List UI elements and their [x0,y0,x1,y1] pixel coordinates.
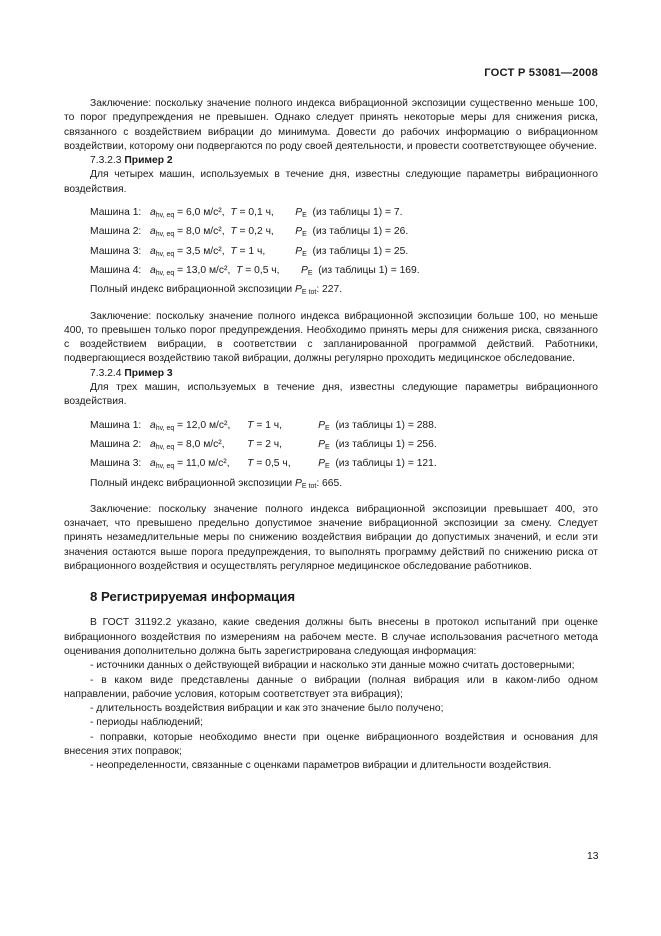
accel-value: = 6,0 м/с², [177,207,225,219]
symbol-a-subscript: hv, eq [155,231,175,239]
total-index-row [90,474,598,493]
pe-value: (из таблицы 1) = 256. [335,438,437,450]
list-item: - периоды наблюдений; [90,717,203,729]
total-index-label: Полный индекс вибрационной экспозиции [90,477,293,489]
total-index-row [90,280,598,299]
symbol-p-tot-subscript: E tot [301,289,317,297]
example-3-intro: Для трех машин, используемых в течение дня, известны следующие параметры вибрационного воздействия. [64,382,598,408]
example-2-heading [64,154,598,168]
accel-value: = 3,5 м/с², [177,245,225,257]
pe-value: (из таблицы 1) = 7. [312,207,403,219]
time-value: = 0,2 ч, [239,226,274,238]
list-item: - длительность воздействия вибрации и как это значение было получено; [90,703,444,715]
symbol-p: P [300,264,308,276]
symbol-a: a [150,458,156,470]
example-2-intro: Для четырех машин, используемых в течение дня, известны следующие параметры вибрационного воздействия. [64,169,598,195]
conclusion-paragraph-3: Заключение: поскольку значение полного индекса вибрационной экспозиции превышает 400, это означает, что превышено предельно допустимое значение вибрационной экспозиции за смену. Следует принять незамедлительные меры по снижению воздействия вибрации до допустимых значений, и если эти значения остаются выше порога предупреждения, то выполнять программу действий по снижению риска от вибрационного воздействия и осуществлять регулярное медицинское обследование работников. [64,503,598,573]
symbol-a-subscript: hv, eq [155,463,175,471]
list-item: - источники данных о действующей вибрации и насколько эти данные можно считать достоверными; [90,660,575,672]
symbol-a: a [150,226,156,238]
symbol-p-subscript: E [307,269,313,277]
time-value: = 2 ч, [256,438,283,450]
example-3-title: Пример 3 [124,367,173,379]
symbol-t: T [247,419,254,431]
example-3-number: 7.3.2.4 [90,367,122,379]
calc-row [90,454,598,473]
conclusion-paragraph-1: Заключение: поскольку значение полного индекса вибрационной экспозиции существенно меньше 100, то порог предупреждения не превышен. Однако следует принять некоторые меры для снижения риска, связанного с воздействием вибрации до минимума. Довести до рабочих информацию о вибрационном воздействии, которому они подвергаются по роду своей деятельности, и провести соответствующее обучение. [64,98,598,152]
pe-value: (из таблицы 1) = 121. [335,458,437,470]
machine-label: Машина 4: [90,264,142,276]
machine-label: Машина 1: [90,207,142,219]
calc-row [90,261,598,280]
total-index-label: Полный индекс вибрационной экспозиции [90,284,293,296]
symbol-p: P [318,419,325,431]
accel-value: = 13,0 м/с², [177,264,231,276]
list-item: - поправки, которые необходимо внести при оценке вибрационного воздействия и основания для внесения этих поправок; [64,731,598,757]
symbol-p: P [295,245,303,257]
symbol-p: P [295,226,303,238]
time-value: = 0,5 ч, [256,458,291,470]
page-content [64,97,598,774]
symbol-a: a [150,207,156,219]
symbol-p: P [295,207,303,219]
symbol-t: T [236,264,243,276]
time-value: = 0,1 ч, [239,207,274,219]
time-value: = 0,5 ч, [245,264,280,276]
symbol-a-subscript: hv, eq [155,212,175,220]
time-value: = 1 ч, [256,419,283,431]
time-value: = 1 ч, [239,245,266,257]
calc-row [90,416,598,435]
symbol-p-subscript: E [302,250,307,258]
total-index-value: : 665. [316,477,343,489]
symbol-p: P [295,284,302,296]
symbol-p-subscript: E [324,443,330,451]
calc-row [90,242,598,261]
pe-value: (из таблицы 1) = 25. [312,245,409,257]
symbol-p-subscript: E [324,424,330,432]
calc-row [90,203,598,222]
machine-label: Машина 3: [90,458,142,470]
symbol-p-tot-subscript: E tot [301,482,317,490]
accel-value: = 8,0 м/с², [177,438,225,450]
section-8-intro: В ГОСТ 31192.2 указано, какие сведения должны быть внесены в протокол испытаний при оценке вибрационного воздействия по измерениям на рабочем месте. В случае использования расчетного метода оценивания дополнительно должна быть зарегистрирована следующая информация: [64,617,598,657]
symbol-t: T [230,226,237,238]
symbol-a-subscript: hv, eq [155,250,175,258]
symbol-a-subscript: hv, eq [155,269,175,277]
pe-value: (из таблицы 1) = 169. [318,264,420,276]
accel-value: = 11,0 м/с², [177,458,230,470]
machine-label: Машина 3: [90,245,142,257]
symbol-t: T [247,438,254,450]
example-3-calculation [90,416,598,493]
symbol-p-subscript: E [302,231,307,239]
calc-row [90,435,598,454]
section-8-title: 8 Регистрируемая информация [90,589,296,605]
list-item: - неопределенности, связанные с оценками параметров вибрации и длительности воздействия. [90,760,552,772]
symbol-p-subscript: E [324,463,330,471]
total-index-value: : 227. [316,284,343,296]
symbol-a-subscript: hv, eq [155,443,175,451]
example-2-calculation [90,203,598,299]
symbol-p: P [318,458,325,470]
symbol-a: a [150,245,156,257]
accel-value: = 8,0 м/с², [177,226,225,238]
document-header: ГОСТ Р 53081—2008 [484,67,598,79]
symbol-a: a [150,438,156,450]
machine-label: Машина 2: [90,226,142,238]
symbol-a: a [150,264,156,276]
symbol-p-subscript: E [302,212,307,220]
symbol-p: P [295,477,302,489]
symbol-a: a [150,419,156,431]
accel-value: = 12,0 м/с², [177,419,231,431]
page-number: 13 [587,851,599,862]
symbol-a-subscript: hv, eq [155,424,175,432]
list-item: - в каком виде представлены данные о вибрации (полная вибрация или в каком-либо одном направлении, рабочие условия, которым соответствует эта вибрация); [64,674,598,700]
example-3-heading [64,367,598,381]
conclusion-paragraph-2: Заключение: поскольку значение полного индекса вибрационной экспозиции больше 100, но меньше 400, то превышен только порог предупреждения. Необходимо принять меры для снижения риска, связанного с воздействием вибрации, в соответствии с запланированной программой действий. Работники, подвергающиеся воздействию такой вибрации, должны регулярно проходить медицинское обследование. [64,310,598,365]
symbol-t: T [230,207,237,219]
example-2-title: Пример 2 [124,155,173,167]
machine-label: Машина 2: [90,438,142,450]
symbol-p: P [318,438,325,450]
calc-row [90,222,598,241]
symbol-t: T [247,458,254,470]
symbol-t: T [230,245,237,257]
pe-value: (из таблицы 1) = 26. [312,226,409,238]
example-2-number: 7.3.2.3 [90,155,122,167]
pe-value: (из таблицы 1) = 288. [335,419,437,431]
machine-label: Машина 1: [90,419,142,431]
